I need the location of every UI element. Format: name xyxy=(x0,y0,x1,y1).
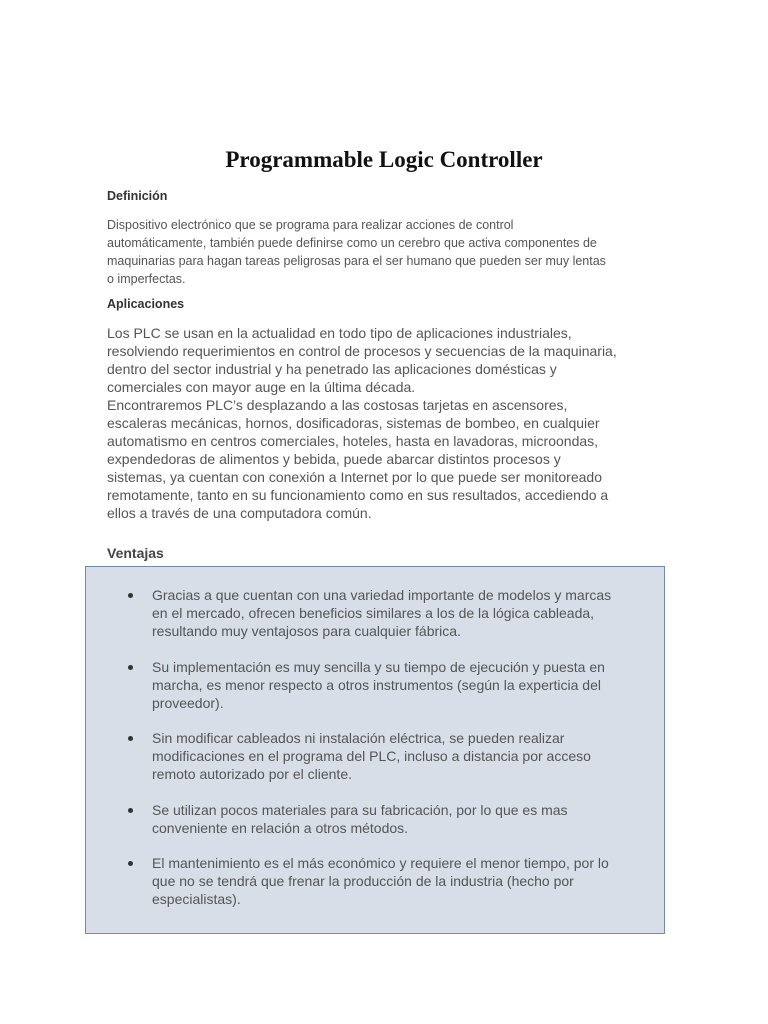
list-item xyxy=(152,854,652,908)
text-line: ellos a través de una computadora común. xyxy=(107,505,372,521)
text-line: Sin modificar cableados ni instalación eléctrica, se pueden realizar xyxy=(152,730,565,746)
paragraph-aplicaciones xyxy=(107,324,667,522)
text-line: que no se tendrá que frenar la producción de la industria (hecho por xyxy=(152,873,574,889)
text-line: Encontraremos PLC’s desplazando a las costosas tarjetas en ascensores, xyxy=(107,397,568,413)
bullet-icon xyxy=(128,665,133,670)
text-line: sistemas, ya cuentan con conexión a Internet por lo que puede ser monitoreado xyxy=(107,469,602,485)
text-line: automatismo en centros comerciales, hoteles, hasta en lavadoras, microondas, xyxy=(107,433,599,449)
section-heading-definicion: Definición xyxy=(107,189,168,203)
bullet-icon xyxy=(128,736,133,741)
section-heading-ventajas: Ventajas xyxy=(107,545,164,561)
text-line: escaleras mecánicas, hornos, dosificadoras, sistemas de bombeo, en cualquier xyxy=(107,415,600,431)
text-line: Su implementación es muy sencilla y su tiempo de ejecución y puesta en xyxy=(152,659,605,675)
text-line: o imperfectas. xyxy=(107,272,186,286)
text-line: maquinarias para hagan tareas peligrosas para el ser humano que pueden ser muy lentas xyxy=(107,254,606,268)
text-line: automáticamente, también puede definirse como un cerebro que activa componentes de xyxy=(107,236,597,250)
text-line: El mantenimiento es el más económico y requiere el menor tiempo, por lo xyxy=(152,855,609,871)
text-line: modificaciones en el programa del PLC, incluso a distancia por acceso xyxy=(152,748,591,764)
text-line: Dispositivo electrónico que se programa para realizar acciones de control xyxy=(107,218,514,232)
section-heading-aplicaciones: Aplicaciones xyxy=(107,297,185,311)
list-item xyxy=(152,801,652,837)
text-line: Los PLC se usan en la actualidad en todo tipo de aplicaciones industriales, xyxy=(107,325,572,341)
ventajas-box xyxy=(85,566,665,934)
text-line: especialistas). xyxy=(152,891,241,907)
text-line: remoto autorizado por el cliente. xyxy=(152,766,352,782)
text-line: resolviendo requerimientos en control de procesos y secuencias de la maquinaria, xyxy=(107,343,617,359)
list-item xyxy=(152,586,652,640)
text-line: marcha, es menor respecto a otros instrumentos (según la experticia del xyxy=(152,677,601,693)
bullet-icon xyxy=(128,593,133,598)
bullet-icon xyxy=(128,861,133,866)
text-line: proveedor). xyxy=(152,695,224,711)
text-line: comerciales con mayor auge en la última década. xyxy=(107,379,416,395)
document-title: Programmable Logic Controller xyxy=(225,147,543,172)
list-item xyxy=(152,658,652,712)
text-line: conveniente en relación a otros métodos. xyxy=(152,820,409,836)
list-item xyxy=(152,729,652,783)
text-line: expendedoras de alimentos y bebida, puede abarcar distintos procesos y xyxy=(107,451,561,467)
text-line: Se utilizan pocos materiales para su fabricación, por lo que es mas xyxy=(152,802,568,818)
text-line: en el mercado, ofrecen beneficios similares a los de la lógica cableada, xyxy=(152,605,595,621)
text-line: Gracias a que cuentan con una variedad importante de modelos y marcas xyxy=(152,587,612,603)
bullet-icon xyxy=(128,808,133,813)
paragraph-definicion xyxy=(107,216,667,288)
text-line: remotamente, tanto en su funcionamiento como en sus resultados, accediendo a xyxy=(107,487,609,503)
text-line: dentro del sector industrial y ha penetrado las aplicaciones domésticas y xyxy=(107,361,557,377)
text-line: resultando muy ventajosos para cualquier fábrica. xyxy=(152,623,461,639)
